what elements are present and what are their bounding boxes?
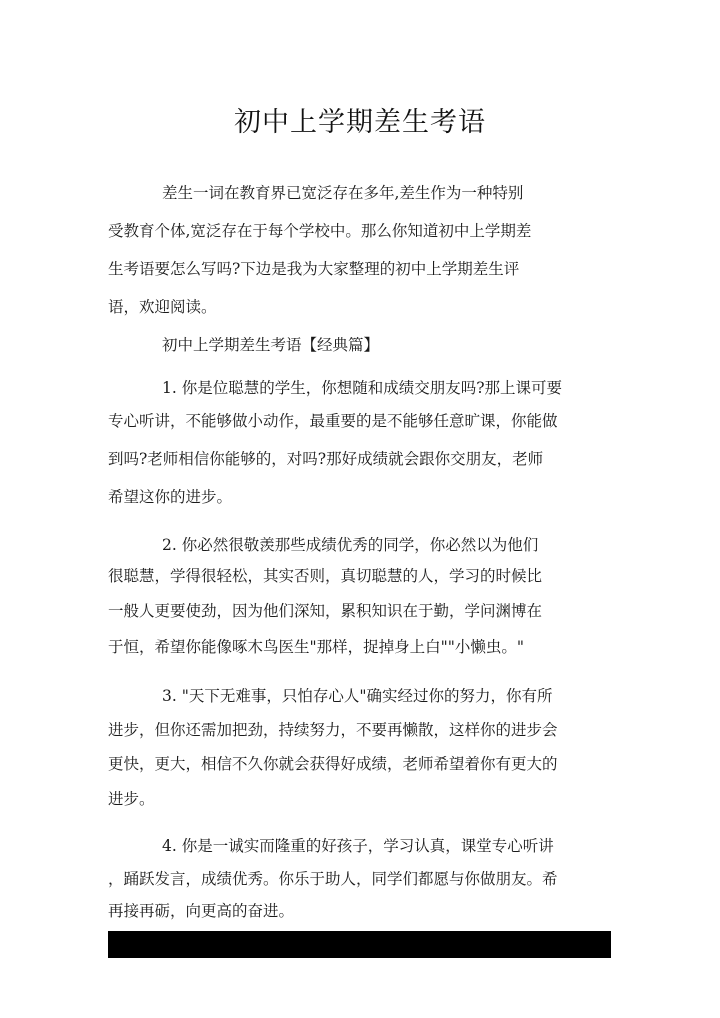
document-title: 初中上学期差生考语 — [234, 107, 486, 138]
paragraph-line: 希望这你的进步。 — [108, 488, 233, 506]
paragraph-line: 很聪慧，学得很轻松，其实否则，真切聪慧的人，学习的时候比 — [108, 567, 543, 585]
paragraph-line: 进步。 — [108, 790, 155, 808]
paragraph-line: 再接再砺，向更高的奋进。 — [108, 902, 295, 920]
intro-line: 受教育个体,宽泛存在于每个学校中。那么你知道初中上学期差 — [108, 222, 532, 240]
intro-line: 语，欢迎阅读。 — [108, 298, 217, 316]
paragraph-line: 专心听讲，不能够做小动作，最重要的是不能够任意旷课，你能做 — [108, 412, 558, 430]
paragraph-line: 更快，更大，相信不久你就会获得好成绩，老师希望着你有更大的 — [108, 755, 558, 773]
section-heading: 初中上学期差生考语【经典篇】 — [162, 336, 380, 354]
paragraph-line: 一般人更要使劲，因为他们深知，累积知识在于勤，学问渊博在 — [108, 602, 543, 620]
paragraph-line: 于恒，希望你能像啄木鸟医生"那样，捉掉身上白""小懒虫。" — [108, 638, 525, 656]
paragraph-line: ，踊跃发言，成绩优秀。你乐于助人，同学们都愿与你做朋友。希 — [108, 870, 558, 888]
intro-line: 生考语要怎么写吗?下边是我为大家整理的初中上学期差生评 — [108, 260, 520, 278]
paragraph-line: 4. 你是一诚实而隆重的好孩子，学习认真，课堂专心听讲 — [162, 837, 554, 855]
intro-line: 差生一词在教育界已宽泛存在多年,差生作为一种特别 — [162, 184, 524, 202]
paragraph-line: 3. "天下无难事，只怕存心人"确实经过你的努力，你有所 — [162, 687, 553, 705]
redaction-bar — [108, 931, 611, 958]
paragraph-line: 进步，但你还需加把劲，持续努力，不要再懒散，这样你的进步会 — [108, 721, 558, 739]
paragraph-line: 到吗?老师相信你能够的，对吗?那好成绩就会跟你交朋友，老师 — [108, 450, 544, 468]
paragraph-line: 1. 你是位聪慧的学生，你想随和成绩交朋友吗?那上课可要 — [162, 379, 563, 397]
paragraph-line: 2. 你必然很敬羡那些成绩优秀的同学，你必然以为他们 — [162, 536, 539, 554]
